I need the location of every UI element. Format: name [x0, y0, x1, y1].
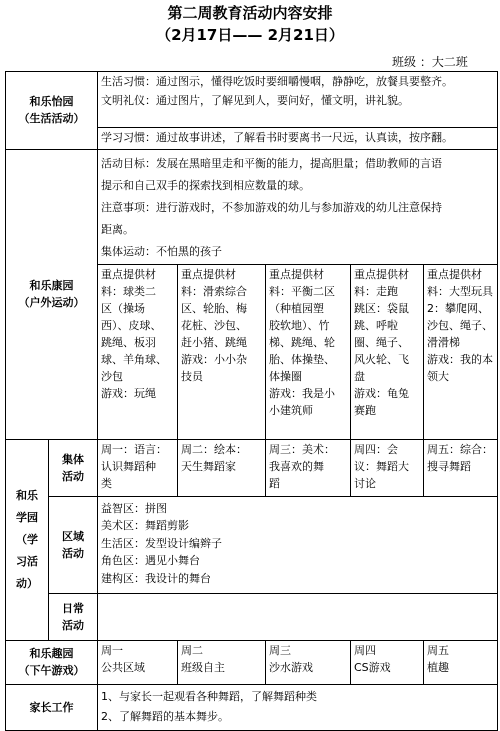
play-fri: [424, 640, 498, 684]
cell-line: 领大: [427, 369, 449, 383]
health-wed: [266, 264, 351, 439]
cell-line: 蹈: [269, 476, 280, 490]
class-label: 班级 ：大二班: [392, 55, 468, 69]
health-tue: [178, 264, 266, 439]
section-family: 家长工作: [6, 684, 98, 730]
cell-line: 游戏：我是小: [269, 386, 335, 400]
label-area-activity: 区域 活动: [49, 496, 98, 593]
play-activity: 公共区域: [101, 660, 145, 674]
cell-line: 重点提供材: [269, 267, 324, 281]
cell-line: 游戏：小小杂: [181, 352, 247, 366]
cell-line: 跳区：袋鼠: [354, 301, 409, 315]
area-item: 益智区：拼图: [101, 501, 167, 515]
cell-line: 天生舞蹈家: [181, 459, 236, 473]
cell-line: 游戏：我的本: [427, 352, 493, 366]
play-tue: [178, 640, 266, 684]
cell-line: 2：攀爬网、: [427, 301, 489, 315]
group-tue: [178, 439, 266, 496]
cell-line: 料：球类二: [101, 284, 156, 298]
cell-line: 重点提供材: [181, 267, 236, 281]
life-habit: 生活习惯：通过图示，懂得吃饭时要细嚼慢咽，静静吃，放餐具要整齐。: [98, 72, 498, 92]
cell-line: 议：舞蹈大: [354, 459, 409, 473]
date-range: （2月17日—— 2月21日）: [156, 26, 344, 44]
play-thu: [351, 640, 424, 684]
section-health: 和乐康园 （户外运动）: [6, 149, 98, 439]
cell-line: 沙包、绳子、: [427, 318, 493, 332]
cell-line: （种植园塑: [269, 301, 324, 315]
section-play: 和乐趣园 （下午游戏）: [6, 640, 98, 684]
area-item: 建构区：我设计的舞台: [101, 571, 211, 585]
health-thu: [351, 264, 424, 439]
section-life: 和乐怡园 （生活活动）: [6, 72, 98, 150]
cell-line: 西）、皮球、: [101, 318, 162, 332]
cell-line: 梯、跳绳、轮: [269, 335, 335, 349]
area-item: 美术区：舞蹈剪影: [101, 519, 189, 532]
cell-line: 技员: [181, 369, 203, 383]
group-wed: [266, 439, 351, 496]
play-wed: [266, 640, 351, 684]
cell-line: 料：滑索综合: [181, 284, 247, 298]
daily-activities: [98, 593, 498, 640]
cell-line: 小建筑师: [269, 403, 313, 417]
row-life-habit: [6, 72, 498, 92]
area-item: 生活区：发型设计编辫子: [101, 536, 222, 550]
play-day: 周四: [354, 643, 376, 657]
cell-line: 周五：综合：: [427, 442, 493, 456]
row-family: [6, 684, 498, 730]
cell-line: 球、羊角球、: [101, 352, 167, 366]
play-day: 周二: [181, 643, 203, 657]
cell-line: 类: [101, 476, 112, 490]
schedule-table: [5, 71, 498, 731]
cell-line: 搜寻舞蹈: [427, 459, 471, 473]
label-group-activity: 集体 活动: [49, 439, 98, 496]
cell-line: 料：走跑: [354, 284, 398, 298]
cell-line: 料：大型玩具: [427, 284, 493, 298]
health-info: 活动目标：发展在黑暗里走和平衡的能力，提高胆量；借助教师的言语 提示和自己双手的探索找到相应数量的球。 注意事项：进行游戏时，不参加游戏的幼儿与参加游戏的幼儿注意保持 距离。 集体运动：不怕黑的孩子: [98, 149, 498, 264]
page-title: 第二周教育活动内容安排: [167, 4, 333, 22]
cell-line: 胶软地）、竹: [269, 318, 330, 332]
play-activity: 班级自主: [181, 660, 225, 674]
cell-line: 赛跑: [354, 403, 376, 417]
group-mon: [98, 439, 178, 496]
life-study: 学习习惯：通过故事讲述，了解看书时要离书一尺远，认真读，按序翻。: [98, 127, 498, 149]
life-etiquette: 文明礼仪：通过图片，了解见到人，要问好，懂文明，讲礼貌。: [98, 91, 498, 127]
cell-line: 周一：语言：: [101, 442, 167, 456]
cell-line: 区（操场: [101, 301, 145, 315]
play-activity: 植趣: [427, 660, 449, 674]
cell-line: 跳、呼啦: [354, 318, 398, 332]
group-thu: [351, 439, 424, 496]
cell-line: 胎、体操垫、: [269, 352, 335, 366]
area-activities: [98, 496, 498, 593]
row-play: [6, 640, 498, 684]
play-mon: [98, 640, 178, 684]
health-fri: [424, 264, 498, 439]
cell-line: 圈、绳子、: [354, 335, 409, 349]
cell-line: 周四：会: [354, 442, 398, 456]
family-work: 1、与家长一起观看各种舞蹈，了解舞蹈种类 2、了解舞蹈的基本舞步。: [98, 684, 498, 730]
group-fri: [424, 439, 498, 496]
cell-line: 重点提供材: [101, 267, 156, 281]
cell-line: 游戏：玩绳: [101, 386, 156, 400]
play-activity: CS游戏: [354, 660, 391, 674]
cell-line: 周三：美术：: [269, 442, 335, 456]
cell-line: 我喜欢的舞: [269, 459, 324, 473]
cell-line: 滑滑梯: [427, 335, 460, 349]
cell-line: 区、轮胎、梅: [181, 301, 247, 315]
cell-line: 周二：绘本：: [181, 442, 247, 456]
row-learn-area: [6, 496, 498, 593]
cell-line: 体操圈: [269, 369, 302, 383]
play-day: 周三: [269, 643, 291, 657]
row-health-info: [6, 149, 498, 264]
section-learn: 和乐 学园 （学 习活 动）: [6, 439, 49, 640]
cell-line: 游戏：龟兔: [354, 386, 409, 400]
cell-line: 讨论: [354, 476, 376, 490]
label-daily-activity: 日常 活动: [49, 593, 98, 640]
cell-line: 重点提供材: [354, 267, 409, 281]
cell-line: 赶小猪、跳绳: [181, 335, 247, 349]
health-mon: [98, 264, 178, 439]
row-learn-daily: [6, 593, 498, 640]
cell-line: 花桩、沙包、: [181, 318, 247, 332]
cell-line: 认识舞蹈种: [101, 459, 156, 473]
play-activity: 沙水游戏: [269, 660, 313, 674]
cell-line: 跳绳、板羽: [101, 335, 156, 349]
row-learn-group: [6, 439, 498, 496]
cell-line: 盘: [354, 369, 365, 383]
play-day: 周一: [101, 643, 123, 657]
cell-line: 风火轮、飞: [354, 352, 409, 366]
cell-line: 重点提供材: [427, 267, 482, 281]
area-item: 角色区：遇见小舞台: [101, 554, 200, 567]
cell-line: 沙包: [101, 369, 123, 383]
cell-line: 料：平衡二区: [269, 284, 335, 298]
play-day: 周五: [427, 643, 449, 657]
